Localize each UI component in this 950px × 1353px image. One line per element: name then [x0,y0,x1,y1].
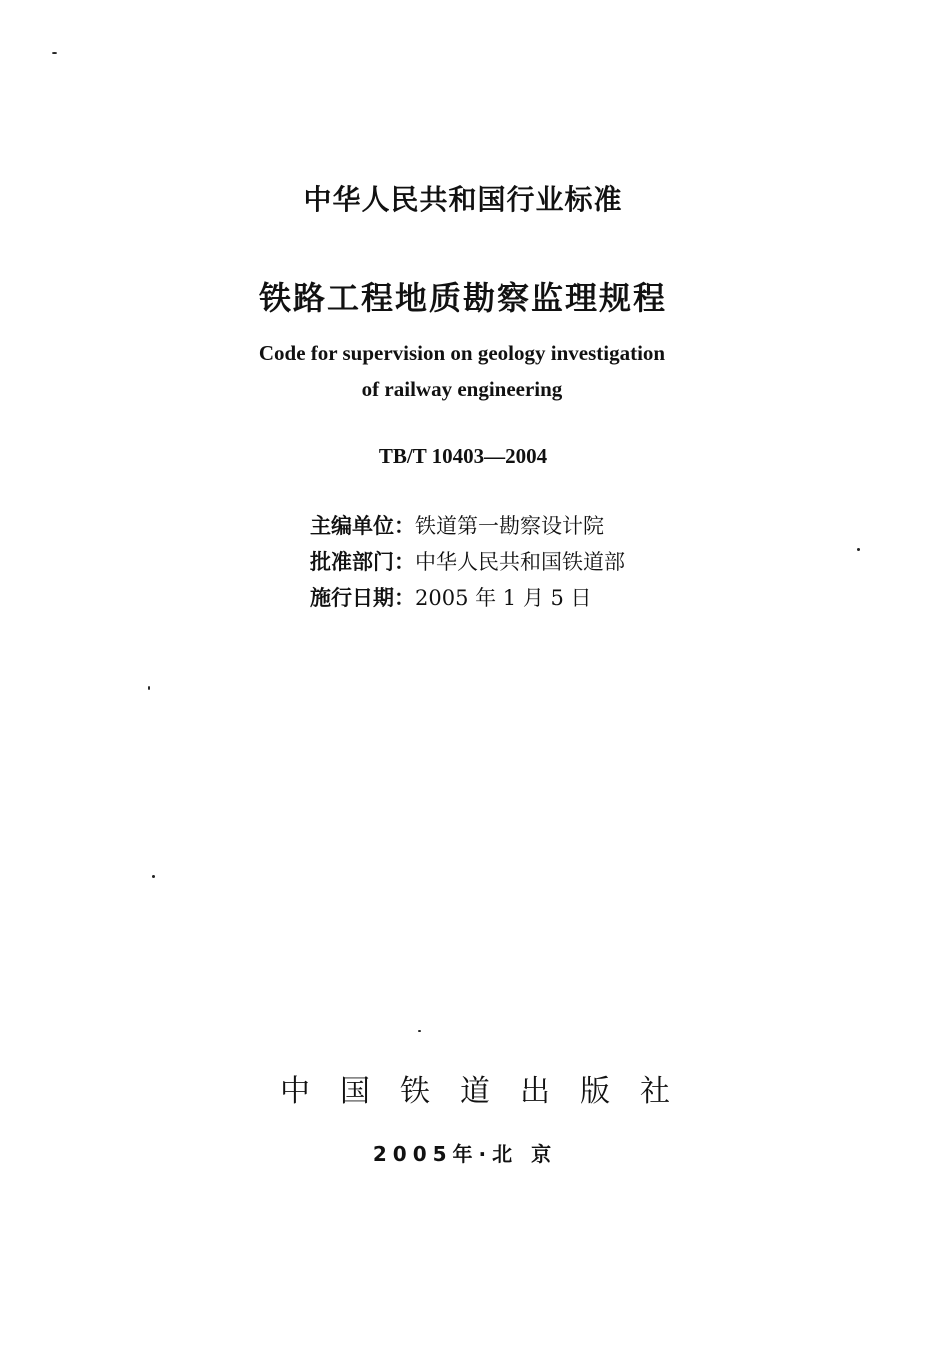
scan-speck [52,52,57,54]
document-title-english-line-2: of railway engineering [361,377,563,401]
standard-type-heading: 中华人民共和国行业标准 [303,183,623,216]
meta-value-effective-date: 2005 年 1 月 5 日 [415,586,592,610]
scan-speck [152,875,155,878]
document-title-chinese: 铁路工程地质勘察监理规程 [258,279,667,317]
meta-value-approver: 中华人民共和国铁道部 [415,550,625,574]
scan-speck [857,548,860,551]
scan-speck [418,1030,421,1032]
scan-speck [148,686,150,690]
meta-row-effective-date [310,582,592,612]
meta-label-effective-date: 施行日期： [310,585,415,610]
publisher-name: 中国铁道出版社 [280,1074,700,1109]
meta-row-approver [310,546,625,576]
meta-label-editor: 主编单位： [310,513,415,538]
meta-label-approver: 批准部门： [310,549,415,574]
meta-value-editor: 铁道第一勘察设计院 [415,514,604,538]
publication-date-place: 2005年·北 京 [372,1142,558,1166]
standard-number: TB/T 10403—2004 [378,444,548,468]
document-title-english-line-1: Code for supervision on geology investigation [258,341,666,365]
meta-row-editor [310,510,604,540]
